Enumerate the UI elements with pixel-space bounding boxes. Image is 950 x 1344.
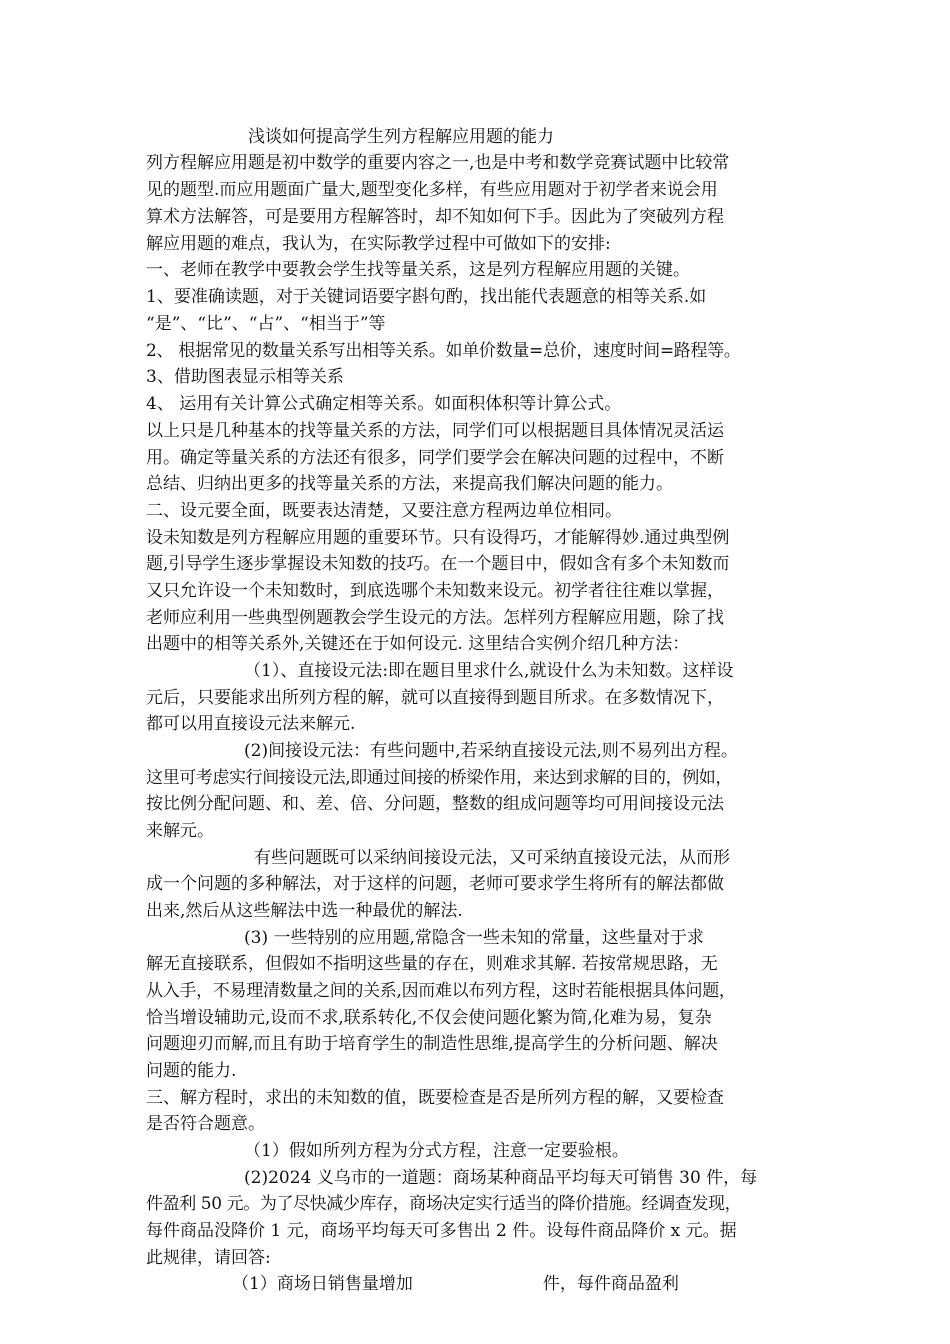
text-line: 老师应利用一些典型例题教会学生设元的方法。怎样列方程解应用题，除了找 [146, 608, 724, 628]
document-title: 浅谈如何提高学生列方程解应用题的能力 [248, 127, 554, 147]
text-line: 又只允许设一个未知数时，到底选哪个未知数来设元。初学者往往难以掌握， [146, 581, 724, 601]
text-line: 出题中的相等关系外,关键还在于如何设元. 这里结合实例介绍几种方法： [146, 634, 690, 654]
text-line: 总结、归纳出更多的找等量关系的方法，来提高我们解决问题的能力。 [146, 474, 673, 494]
text-line: 件盈利 50 元。为了尽快减少库存，商场决定实行适当的降价措施。经调查发现， [146, 1194, 742, 1214]
question-line [232, 1271, 902, 1297]
text-line: (3) 一些特别的应用题,常隐含一些未知的常量，这些量对于求 [244, 928, 704, 948]
text-line: (2)间接设元法：有些问题中,若采纳直接设元法,则不易列出方程。 [244, 741, 738, 761]
text-line: 都可以用直接设元法来解元. [146, 714, 356, 734]
text-line: 2、 根据常见的数量关系写出相等关系。如单价数量=总价，速度时间=路程等。 [146, 341, 741, 361]
text-line: （1）假如所列方程为分式方程，注意一定要验根。 [244, 1141, 629, 1161]
question-part-2: 件，每件商品盈利 [542, 1274, 679, 1294]
question-part-1: （1）商场日销售量增加 [232, 1274, 413, 1294]
text-line: “是”、“比”、“占”、“相当于”等 [146, 314, 386, 334]
text-line: （1）、直接设元法:即在题目里求什么,就设什么为未知数。这样设 [244, 661, 734, 681]
text-line: 这里可考虑实行间接设元法,即通过间接的桥梁作用，来达到求解的目的，例如， [146, 768, 733, 788]
text-line: 解应用题的难点，我认为，在实际教学过程中可做如下的安排: [146, 234, 611, 254]
text-line: 问题迎刃而解,而且有助于培育学生的制造性思维,提高学生的分析问题、解决 [146, 1034, 718, 1054]
text-line: 来解元。 [146, 821, 214, 841]
text-line: 有些问题既可以采纳间接设元法，又可采纳直接设元法，从而形 [254, 848, 730, 868]
text-line: 问题的能力. [146, 1061, 237, 1081]
section-heading: 二、设元要全面，既要表达清楚，又要注意方程两边单位相同。 [146, 501, 622, 521]
text-line: 解无直接联系，但假如不指明这些量的存在，则难求其解. 若按常规思路，无 [146, 954, 718, 974]
text-line: 按比例分配问题、和、差、倍、分问题，整数的组成问题等均可用间接设元法 [146, 794, 724, 814]
text-line: 3、借助图表显示相等关系 [146, 367, 344, 387]
text-line: 成一个问题的多种解法，对于这样的问题，老师可要求学生将所有的解法都做 [146, 874, 724, 894]
text-line: 出来,然后从这些解法中选一种最优的解法. [146, 901, 463, 921]
text-line: 算术方法解答，可是要用方程解答时，却不知如何下手。因此为了突破列方程 [146, 207, 724, 227]
text-line: 列方程解应用题是初中数学的重要内容之一,也是中考和数学竞赛试题中比较常 [146, 153, 730, 173]
text-line: 恰当增设辅助元,设而不求,联系转化,不仅会使问题化繁为简,化难为易，复杂 [146, 1008, 712, 1028]
text-line: 此规律，请回答: [146, 1248, 271, 1268]
section-heading: 一、老师在教学中要教会学生找等量关系，这是列方程解应用题的关键。 [146, 260, 690, 280]
text-line: (2)2024 义乌市的一道题：商场某种商品平均每天可销售 30 件，每 [244, 1168, 758, 1188]
text-line: 题,引导学生逐步掌握设未知数的技巧。在一个题目中，假如含有多个未知数而 [146, 554, 730, 574]
text-line: 1、要准确读题，对于关键词语要字斟句酌，找出能代表题意的相等关系.如 [146, 287, 707, 307]
text-line: 以上只是几种基本的找等量关系的方法，同学们可以根据题目具体情况灵活运 [146, 421, 724, 441]
text-line: 是否符合题意。 [146, 1114, 265, 1134]
text-line: 用。确定等量关系的方法还有很多，同学们要学会在解决问题的过程中，不断 [146, 448, 724, 468]
text-line: 4、 运用有关计算公式确定相等关系。如面积体积等计算公式。 [146, 394, 622, 414]
text-line: 元后，只要能求出所列方程的解，就可以直接得到题目所求。在多数情况下， [146, 688, 724, 708]
text-line: 设未知数是列方程解应用题的重要环节。只有设得巧，才能解得妙.通过典型例 [146, 528, 730, 548]
text-line: 见的题型.而应用题面广量大,题型变化多样，有些应用题对于初学者来说会用 [146, 180, 718, 200]
section-heading: 三、解方程时，求出的未知数的值，既要检查是否是所列方程的解，又要检查 [146, 1088, 724, 1108]
text-line: 每件商品没降价 1 元，商场平均每天可多售出 2 件。设每件商品降价 x 元。据 [146, 1221, 737, 1241]
text-line: 从入手，不易理清数量之间的关系,因而难以布列方程，这时若能根据具体问题， [146, 981, 736, 1001]
